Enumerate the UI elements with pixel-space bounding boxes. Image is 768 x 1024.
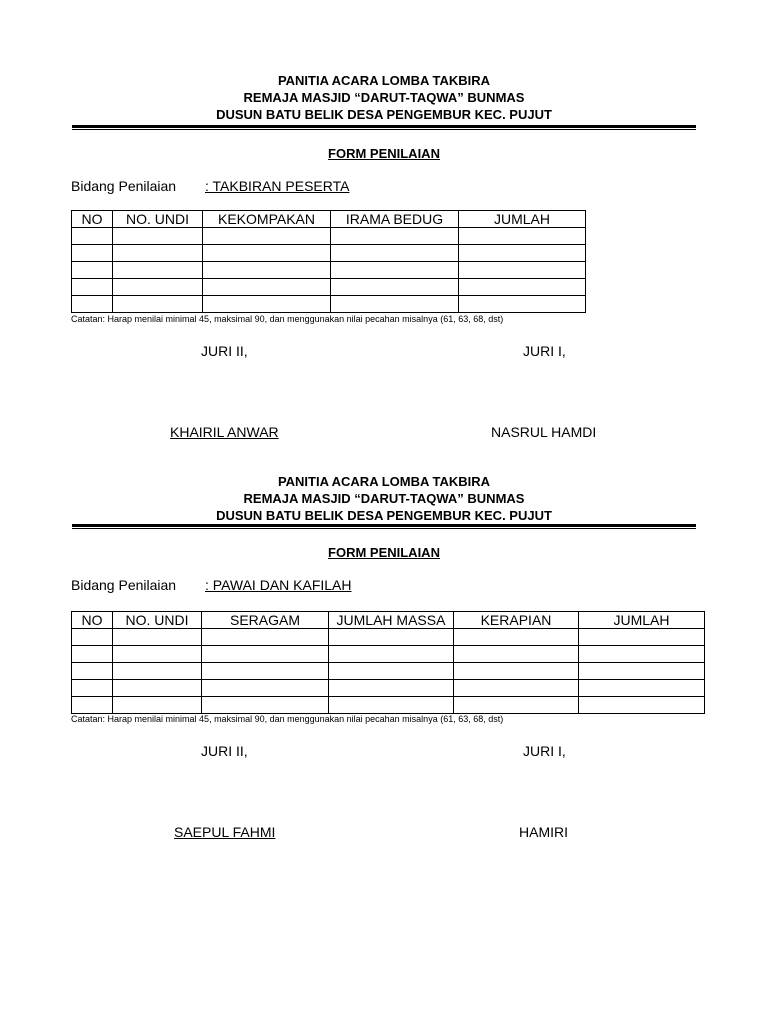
table-cell[interactable] (72, 228, 113, 245)
table-cell[interactable] (72, 262, 113, 279)
table-cell[interactable] (579, 629, 705, 646)
table-row (72, 697, 705, 714)
column-header: KERAPIAN (454, 612, 579, 629)
juri-1-label: JURI I, (523, 343, 566, 359)
header-divider (72, 524, 696, 529)
header-line-1: PANITIA ACARA LOMBA TAKBIRA (277, 474, 491, 489)
table-header-row (72, 612, 705, 629)
table-cell[interactable] (454, 680, 579, 697)
header-line-1: PANITIA ACARA LOMBA TAKBIRA (277, 73, 491, 88)
table-row (72, 228, 586, 245)
column-header: IRAMA BEDUG (331, 211, 459, 228)
table-cell[interactable] (72, 663, 113, 680)
table-cell[interactable] (202, 646, 329, 663)
table-cell[interactable] (331, 296, 459, 313)
table-row (72, 245, 586, 262)
scoring-note: Catatan: Harap menilai minimal 45, maksimal 90, dan menggunakan nilai pecahan misalnya (61, 63, 68, dst) (71, 714, 504, 724)
score-table (71, 611, 705, 714)
header-line-2: REMAJA MASJID “DARUT-TAQWA” BUNMAS (243, 491, 525, 506)
table-cell[interactable] (331, 245, 459, 262)
form-header (0, 72, 768, 123)
form-title: FORM PENILAIAN (328, 545, 440, 560)
column-header: NO (72, 612, 113, 629)
table-header-row (72, 211, 586, 228)
juri-2-label: JURI II, (201, 743, 248, 759)
column-header: KEKOMPAKAN (203, 211, 331, 228)
table-cell[interactable] (579, 663, 705, 680)
bidang-value: : PAWAI DAN KAFILAH (205, 577, 352, 593)
table-cell[interactable] (72, 629, 113, 646)
juri-2-label: JURI II, (201, 343, 248, 359)
table-cell[interactable] (113, 680, 202, 697)
header-line-3: DUSUN BATU BELIK DESA PENGEMBUR KEC. PUJUT (216, 107, 552, 122)
table-cell[interactable] (72, 646, 113, 663)
table-cell[interactable] (113, 646, 202, 663)
column-header: NO (72, 211, 113, 228)
table-row (72, 646, 705, 663)
juri-2-name: SAEPUL FAHMI (174, 824, 276, 840)
table-cell[interactable] (203, 228, 331, 245)
table-row (72, 279, 586, 296)
table-cell[interactable] (72, 697, 113, 714)
header-line-2: REMAJA MASJID “DARUT-TAQWA” BUNMAS (243, 90, 525, 105)
bidang-label: Bidang Penilaian (71, 178, 177, 194)
juri-1-name: HAMIRI (519, 824, 568, 840)
table-cell[interactable] (459, 296, 586, 313)
column-header: NO. UNDI (113, 612, 202, 629)
table-cell[interactable] (113, 663, 202, 680)
table-cell[interactable] (459, 228, 586, 245)
table-cell[interactable] (331, 228, 459, 245)
table-cell[interactable] (113, 296, 203, 313)
table-row (72, 262, 586, 279)
table-row (72, 296, 586, 313)
table-cell[interactable] (454, 629, 579, 646)
form-header (0, 473, 768, 524)
table-cell[interactable] (113, 629, 202, 646)
scoring-note: Catatan: Harap menilai minimal 45, maksimal 90, dan menggunakan nilai pecahan misalnya (61, 63, 68, dst) (71, 314, 504, 324)
table-cell[interactable] (72, 245, 113, 262)
bidang-penilaian (71, 178, 349, 194)
table-row (72, 629, 705, 646)
column-header: JUMLAH (579, 612, 705, 629)
table-cell[interactable] (459, 262, 586, 279)
table-cell[interactable] (454, 646, 579, 663)
table-cell[interactable] (454, 697, 579, 714)
juri-1-name: NASRUL HAMDI (491, 424, 597, 440)
table-cell[interactable] (202, 680, 329, 697)
table-cell[interactable] (331, 262, 459, 279)
table-cell[interactable] (329, 680, 454, 697)
table-cell[interactable] (72, 680, 113, 697)
table-row (72, 680, 705, 697)
table-cell[interactable] (579, 646, 705, 663)
table-cell[interactable] (203, 262, 331, 279)
column-header: NO. UNDI (113, 211, 203, 228)
table-cell[interactable] (454, 663, 579, 680)
table-cell[interactable] (459, 245, 586, 262)
table-cell[interactable] (203, 245, 331, 262)
bidang-value: : TAKBIRAN PESERTA (205, 178, 350, 194)
table-cell[interactable] (202, 663, 329, 680)
table-cell[interactable] (72, 279, 113, 296)
header-divider (72, 125, 696, 130)
column-header: JUMLAH MASSA (329, 612, 454, 629)
table-row (72, 663, 705, 680)
table-cell[interactable] (203, 296, 331, 313)
juri-2-name: KHAIRIL ANWAR (170, 424, 279, 440)
bidang-penilaian (71, 577, 352, 593)
table-cell[interactable] (113, 262, 203, 279)
table-cell[interactable] (329, 646, 454, 663)
table-cell[interactable] (202, 629, 329, 646)
column-header: JUMLAH (459, 211, 586, 228)
table-cell[interactable] (329, 663, 454, 680)
table-cell[interactable] (202, 697, 329, 714)
form-title: FORM PENILAIAN (328, 146, 440, 161)
table-cell[interactable] (203, 279, 331, 296)
table-cell[interactable] (329, 629, 454, 646)
table-cell[interactable] (72, 296, 113, 313)
column-header: SERAGAM (202, 612, 329, 629)
table-cell[interactable] (113, 228, 203, 245)
table-cell[interactable] (329, 697, 454, 714)
table-cell[interactable] (113, 245, 203, 262)
table-cell[interactable] (579, 680, 705, 697)
bidang-label: Bidang Penilaian (71, 577, 177, 593)
header-line-3: DUSUN BATU BELIK DESA PENGEMBUR KEC. PUJUT (216, 508, 552, 523)
juri-1-label: JURI I, (523, 743, 566, 759)
table-cell[interactable] (113, 279, 203, 296)
table-cell[interactable] (331, 279, 459, 296)
score-table (71, 210, 586, 313)
table-cell[interactable] (579, 697, 705, 714)
table-cell[interactable] (113, 697, 202, 714)
table-cell[interactable] (459, 279, 586, 296)
